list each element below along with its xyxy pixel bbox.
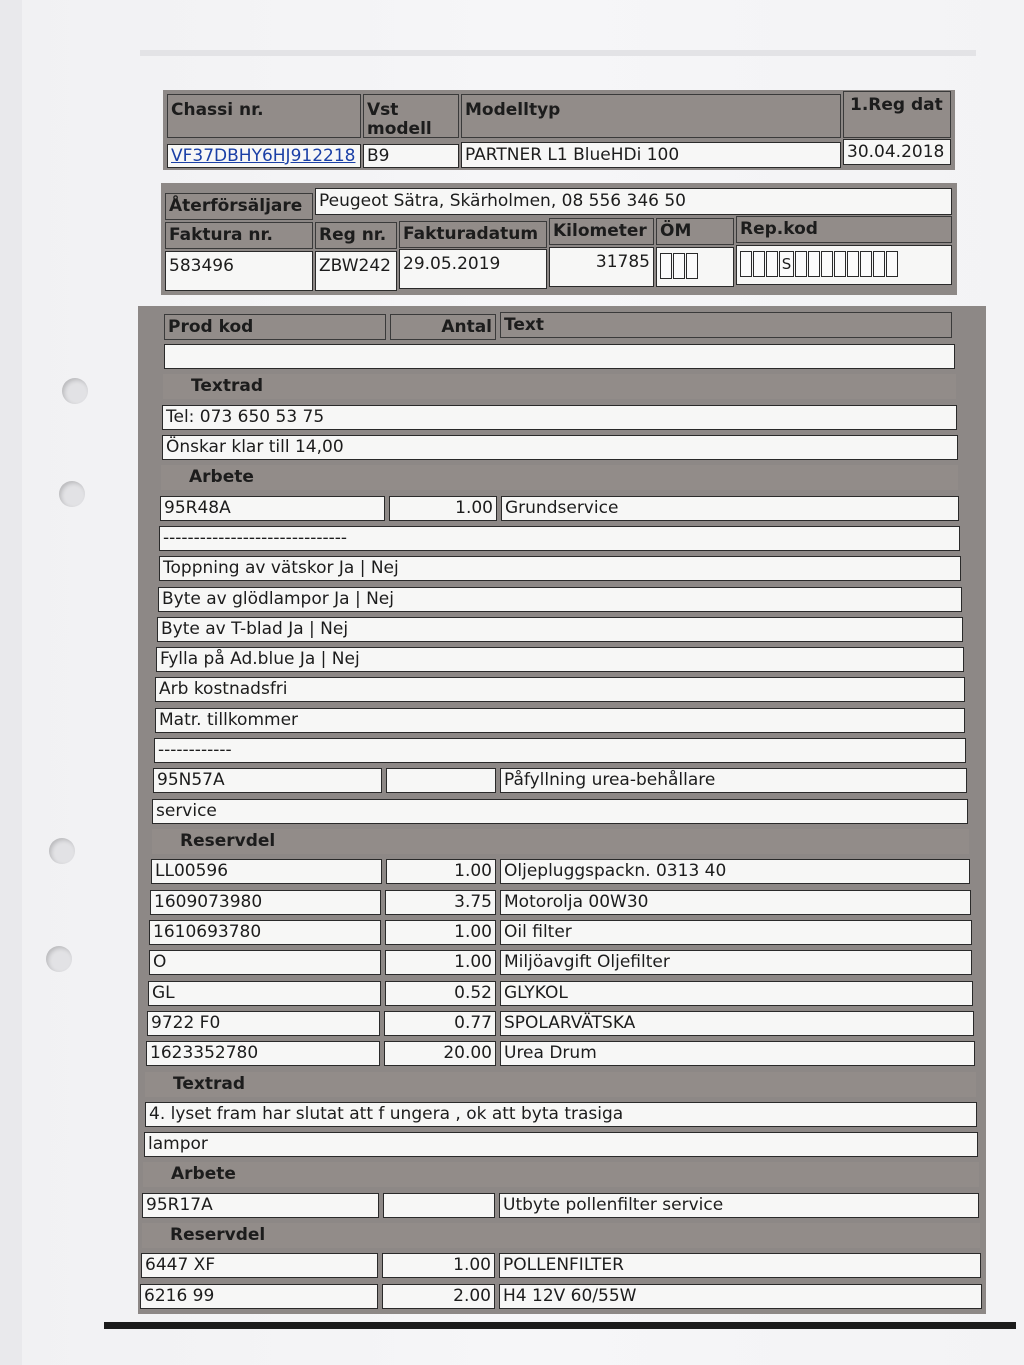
modelltyp-value: PARTNER L1 BlueHDi 100 — [461, 142, 841, 168]
text-row: Arb kostnadsfri — [155, 677, 965, 702]
repkod-box — [834, 251, 846, 277]
item-code: 1610693780 — [149, 920, 381, 945]
fakturadatum-value: 29.05.2019 — [399, 249, 547, 289]
text-row: lampor — [144, 1132, 978, 1157]
item-code: O — [149, 950, 381, 975]
item-code: LL00596 — [151, 859, 382, 884]
antal-header: Antal — [390, 314, 496, 340]
repkod-box — [886, 251, 898, 277]
item-text: Oljepluggspackn. 0313 40 — [500, 859, 970, 884]
text-row: Fylla på Ad.blue Ja | Nej — [156, 647, 964, 672]
text-row: ------------ — [154, 738, 966, 763]
item-qty: 1.00 — [385, 950, 496, 975]
om-label: ÖM — [656, 218, 734, 245]
regdat-label: 1.Reg dat — [843, 91, 951, 138]
section-header: Arbete — [143, 1162, 979, 1187]
punch-hole — [49, 838, 75, 864]
repkod-box — [753, 251, 765, 277]
item-text: GLYKOL — [500, 981, 973, 1006]
item-code: 95N57A — [153, 768, 382, 793]
item-text: POLLENFILTER — [499, 1253, 981, 1278]
item-qty: 0.77 — [384, 1011, 496, 1036]
repkod-box — [873, 251, 885, 277]
item-qty — [386, 768, 496, 793]
modelltyp-label: Modelltyp — [461, 94, 841, 138]
item-code: 95R17A — [142, 1193, 379, 1218]
repkod-box — [860, 251, 872, 277]
text-row: Byte av glödlampor Ja | Nej — [158, 587, 962, 612]
section-header: Reservdel — [152, 829, 969, 854]
repkod-box-letter: S — [779, 251, 794, 277]
punch-hole — [62, 378, 88, 404]
vst-label: Vst modell — [363, 94, 459, 138]
reg-value: ZBW242 — [315, 251, 397, 291]
bottom-rule — [104, 1322, 1016, 1329]
item-code: GL — [148, 981, 381, 1006]
regdat-value: 30.04.2018 — [843, 139, 951, 165]
repkod-box — [740, 251, 752, 277]
item-qty: 3.75 — [385, 890, 496, 915]
repkod-box — [766, 251, 778, 277]
item-text: Urea Drum — [500, 1041, 975, 1066]
prod-kod-header: Prod kod — [164, 314, 386, 340]
item-text: Miljöavgift Oljefilter — [500, 950, 972, 975]
blank-row — [164, 344, 955, 369]
item-text: Motorolja 00W30 — [500, 890, 971, 915]
item-text: H4 12V 60/55W — [499, 1284, 982, 1309]
punch-hole — [46, 946, 72, 972]
item-qty: 1.00 — [382, 1253, 495, 1278]
section-header: Reservdel — [142, 1223, 980, 1248]
om-checkboxes — [656, 247, 734, 287]
divider — [140, 50, 976, 56]
repkod-box — [795, 251, 807, 277]
item-qty: 2.00 — [382, 1284, 495, 1309]
text-header: Text — [500, 312, 952, 338]
text-row: service — [152, 799, 968, 824]
section-header: Arbete — [161, 465, 958, 490]
aterforsaljare-label: Återförsäljare — [165, 193, 313, 220]
item-code: 95R48A — [160, 496, 385, 521]
item-code: 6447 XF — [141, 1253, 378, 1278]
item-code: 9722 F0 — [147, 1011, 380, 1036]
text-row: Matr. tillkommer — [155, 708, 965, 733]
item-qty: 1.00 — [389, 496, 497, 521]
item-qty: 20.00 — [384, 1041, 496, 1066]
reg-label: Reg nr. — [315, 222, 397, 249]
item-code: 1623352780 — [146, 1041, 380, 1066]
om-box — [660, 253, 672, 279]
item-text: Grundservice — [501, 496, 959, 521]
text-row: Toppning av vätskor Ja | Nej — [159, 556, 961, 581]
repkod-box — [847, 251, 859, 277]
item-code: 6216 99 — [140, 1284, 378, 1309]
item-code: 1609073980 — [150, 890, 381, 915]
repkod-box — [821, 251, 833, 277]
kilometer-label: Kilometer — [549, 218, 654, 245]
kilometer-value: 31785 — [549, 247, 654, 287]
item-qty: 0.52 — [385, 981, 496, 1006]
repkod-box — [808, 251, 820, 277]
om-box — [673, 253, 685, 279]
item-text: SPOLARVÄTSKA — [500, 1011, 974, 1036]
faktura-label: Faktura nr. — [165, 222, 313, 249]
item-qty: 1.00 — [386, 859, 496, 884]
aterforsaljare-value: Peugeot Sätra, Skärholmen, 08 556 346 50 — [315, 188, 952, 215]
item-text: Påfyllning urea-behållare — [500, 768, 967, 793]
faktura-value: 583496 — [165, 251, 313, 291]
repkod-checkboxes — [736, 245, 952, 285]
item-qty: 1.00 — [385, 920, 496, 945]
text-row: Byte av T-blad Ja | Nej — [157, 617, 963, 642]
item-text: Utbyte pollenfilter service — [499, 1193, 979, 1218]
item-qty — [383, 1193, 495, 1218]
section-header: Textrad — [163, 374, 956, 399]
om-box — [686, 253, 698, 279]
section-header: Textrad — [145, 1072, 976, 1097]
vst-value: B9 — [363, 144, 459, 168]
punch-hole — [59, 481, 85, 507]
fakturadatum-label: Fakturadatum — [399, 221, 547, 248]
text-row: ------------------------------ — [159, 526, 960, 551]
text-row: 4. lyset fram har slutat att f ungera , ok att byta trasiga — [145, 1102, 977, 1127]
repkod-label: Rep.kod — [736, 216, 952, 243]
text-row: Önskar klar till 14,00 — [162, 435, 958, 460]
item-text: Oil filter — [500, 920, 972, 945]
chassi-label: Chassi nr. — [167, 94, 361, 138]
text-row: Tel: 073 650 53 75 — [162, 405, 957, 430]
chassi-link[interactable]: VF37DBHY6HJ912218 — [167, 144, 361, 168]
